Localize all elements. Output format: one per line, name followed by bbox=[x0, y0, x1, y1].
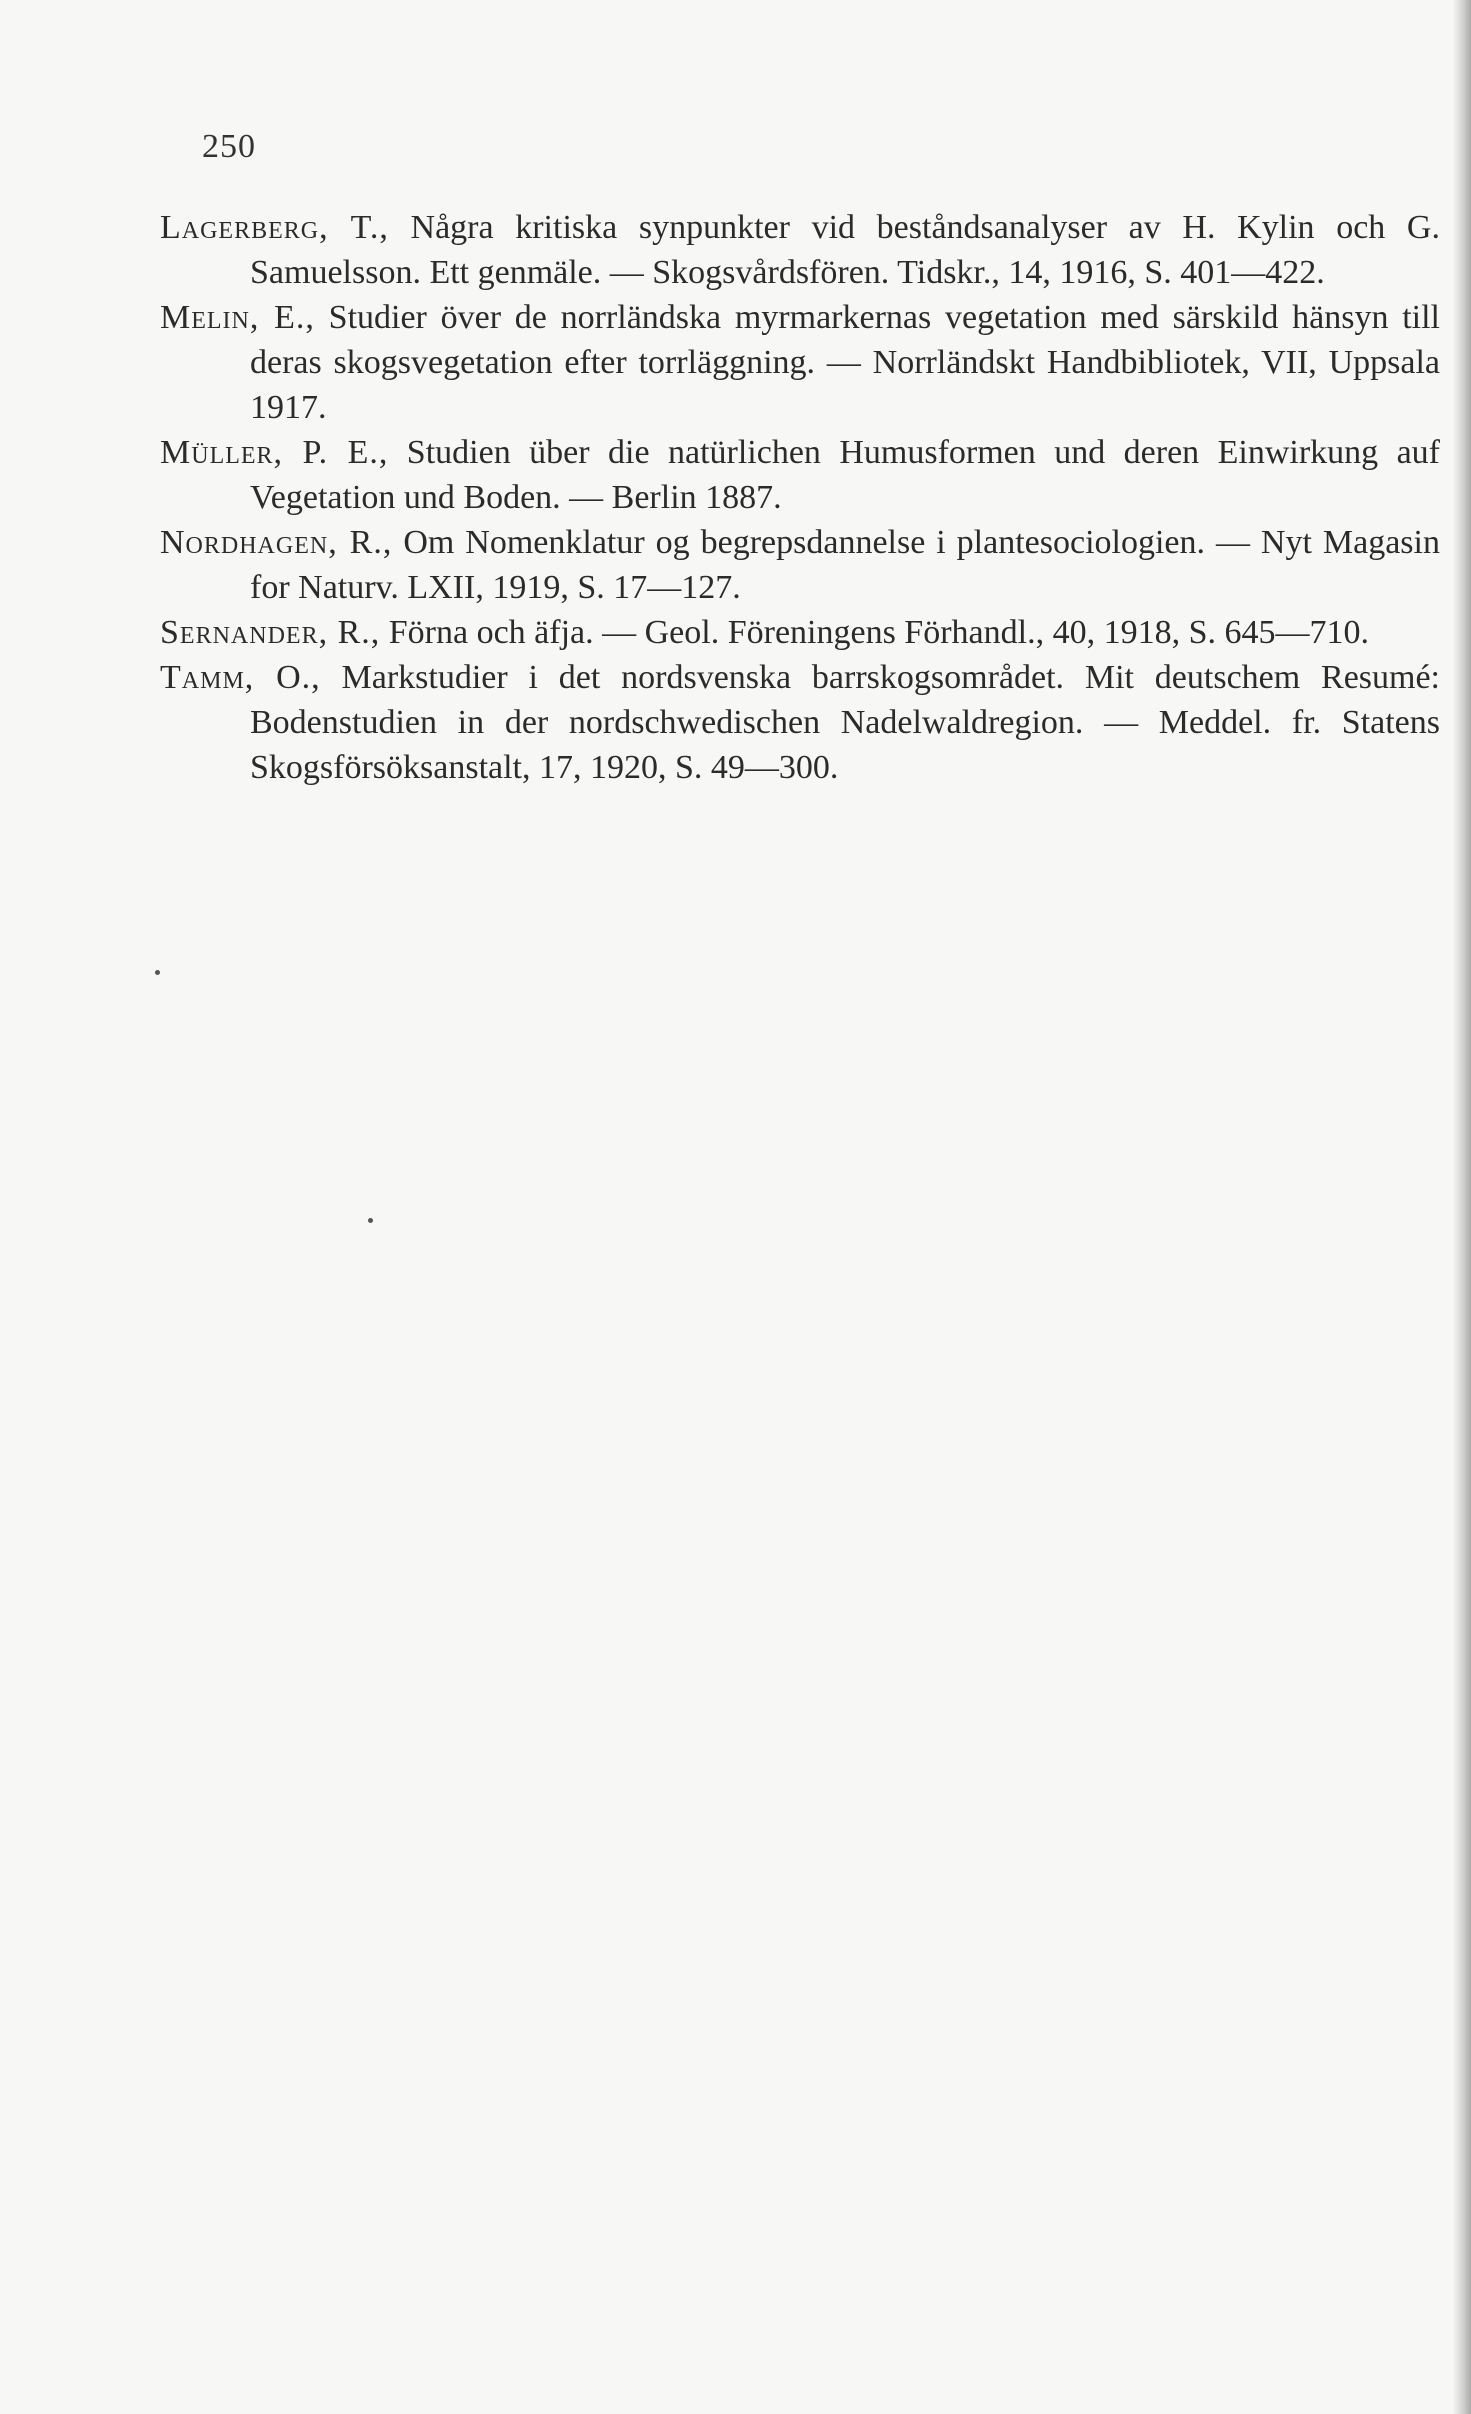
reference-author: Tamm, O., bbox=[160, 659, 321, 696]
reference-entry bbox=[160, 520, 1440, 610]
reference-entry bbox=[160, 610, 1440, 655]
reference-author: Nordhagen, R., bbox=[160, 524, 393, 561]
reference-list bbox=[160, 205, 1440, 790]
reference-entry bbox=[160, 205, 1440, 295]
reference-author: Melin, E., bbox=[160, 299, 315, 336]
reference-entry bbox=[160, 295, 1440, 430]
reference-author: Müller, P. E., bbox=[160, 434, 389, 471]
reference-text: Förna och äfja. — Geol. Föreningens Förhandl., 40, 1918, S. 645—710. bbox=[380, 614, 1369, 651]
reference-text: Studier över de norrländska myrmarkernas vegetation med särskild hänsyn till deras skogsvegetation efter torrläggning. — Norrländskt Handbibliotek, VII, Uppsala 1917. bbox=[250, 299, 1440, 426]
reference-author: Lagerberg, T., bbox=[160, 209, 389, 246]
reference-entry bbox=[160, 430, 1440, 520]
page-number: 250 bbox=[202, 128, 256, 165]
reference-text: Några kritiska synpunkter vid beståndsanalyser av H. Kylin och G. Samuelsson. Ett genmäle. — Skogsvårdsfören. Tidskr., 14, 1916, S. 401—422. bbox=[250, 209, 1440, 291]
page-edge-shadow bbox=[1453, 0, 1471, 2414]
reference-text: Studien über die natürlichen Humusformen und deren Einwirkung auf Vegetation und Boden. — Berlin 1887. bbox=[250, 434, 1440, 516]
scan-speck bbox=[368, 1218, 373, 1223]
scan-speck bbox=[155, 970, 160, 975]
reference-entry bbox=[160, 655, 1440, 790]
reference-author: Sernander, R., bbox=[160, 614, 381, 651]
reference-text: Om Nomenklatur og begrepsdannelse i plantesociologien. — Nyt Magasin for Naturv. LXII, 1919, S. 17—127. bbox=[250, 524, 1440, 606]
reference-text: Markstudier i det nordsvenska barrskogsområdet. Mit deutschem Resumé: Bodenstudien in der nordschwedischen Nadelwaldregion. — Meddel. fr. Statens Skogsförsöksanstalt, 17, 1920, S. 49—300. bbox=[250, 659, 1440, 786]
